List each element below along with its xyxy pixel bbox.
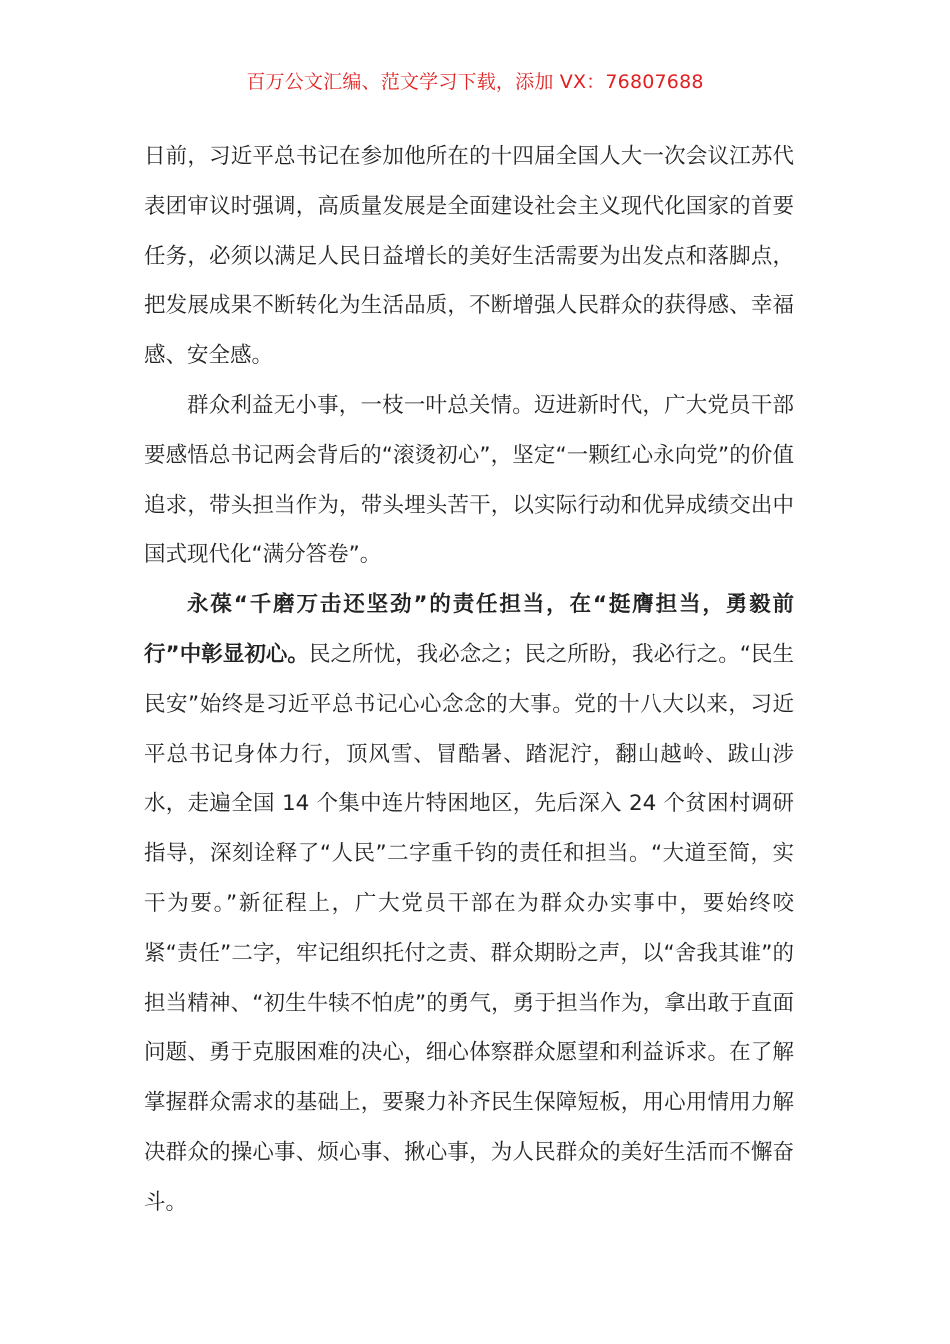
paragraph-3-body: 民之所忧，我必念之；民之所盼，我必行之。“民生民安”始终是习近平总书记心心念念的大事。党的十八大以来，习近平总书记身体力行，顶风雪、冒酷暑、踏泥泞，翻山越岭、跋山涉水，走遍全国 14 个集中连片特困地区，先后深入 24 个贫困村调研指导，深刻诠释了“人民”二字重千钧的责任和担当。“大道至简，实干为要。”新征程上，广大党员干部在为群众办实事中，要始终咬紧“责任”二字，牢记组织托付之责、群众期盼之声，以“舍我其谁”的担当精神、“初生牛犊不怕虎”的勇气，勇于担当作为，拿出敢于直面问题、勇于克服困难的决心，细心体察群众愿望和利益诉求。在了解掌握群众需求的基础上，要聚力补齐民生保障短板，用心用情用力解决群众的操心事、烦心事、揪心事，为人民群众的美好生活而不懈奋斗。 bbox=[144, 641, 794, 1215]
document-body bbox=[144, 132, 794, 1228]
paragraph-1: 日前，习近平总书记在参加他所在的十四届全国人大一次会议江苏代表团审议时强调，高质量发展是全面建设社会主义现代化国家的首要任务，必须以满足人民日益增长的美好生活需要为出发点和落脚点，把发展成果不断转化为生活品质，不断增强人民群众的获得感、幸福感、安全感。 bbox=[144, 144, 794, 369]
paragraph-3-heading: 永葆“千磨万击还坚劲”的责任担当，在“挺膺担当，勇毅前行”中彰显初心。 bbox=[144, 592, 794, 667]
paragraph-2: 群众利益无小事，一枝一叶总关情。迈进新时代，广大党员干部要感悟总书记两会背后的“滚烫初心”，坚定“一颗红心永向党”的价值追求，带头担当作为，带头埋头苦干，以实际行动和优异成绩交出中国式现代化“满分答卷”。 bbox=[144, 392, 794, 568]
paragraph-3 bbox=[144, 580, 794, 1227]
header-watermark-note: 百万公文汇编、范文学习下载，添加 VX：76807688 bbox=[246, 71, 704, 93]
